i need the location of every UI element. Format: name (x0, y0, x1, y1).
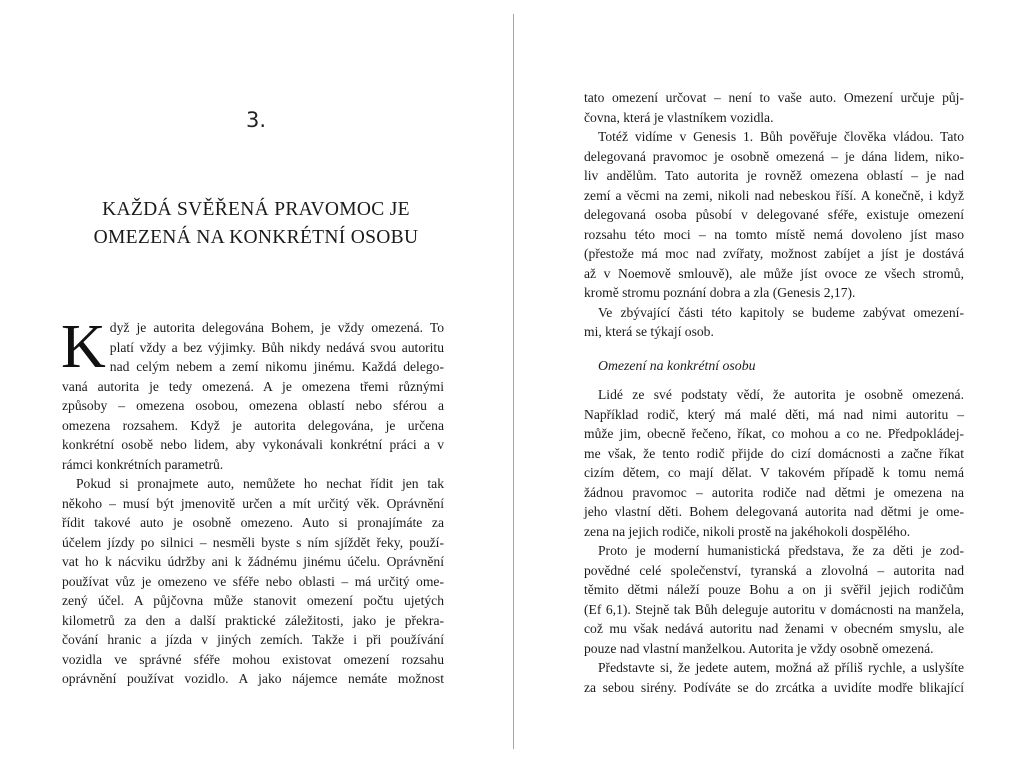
chapter-number: 3. (245, 108, 267, 132)
text-line: pouze nad vlastní manželkou. Autorita je vždy osobně omezená. (584, 640, 934, 656)
text-line: oprávnění používat vozidlo. A jako nájemce nemáte možnost (62, 671, 444, 686)
text-line: rámci konkrétních parametrů. (62, 456, 224, 472)
text-line: řídit takové auto je osobně omezeno. Auto si pronajímáte za (62, 515, 444, 530)
text-line: vat ho k nácviku údržby ani k žádnému jinému účelu. Oprávnění (62, 554, 444, 569)
text-line: zena na jejich rodiče, nikoli prostě na jakéhokoli dospělého. (584, 523, 911, 539)
text-line: Například rodič, který má malé děti, má nad nimi autoritu – (584, 406, 964, 422)
text-line: až v Noemově smlouvě), ale může jíst ovoce ze všech stromů, (584, 265, 964, 281)
paragraph (584, 127, 964, 303)
paragraph (584, 658, 964, 697)
paragraph (584, 385, 964, 541)
text-line: cizím dětem, co mají dělat. V takovém případě k tomu nemá (584, 465, 964, 480)
paragraph (584, 88, 964, 127)
text-line: Představte si, že jedete autem, možná až příliš rychle, a uslyšíte (598, 660, 964, 675)
text-line: Totéž vidíme v Genesis 1. Bůh pověřuje člověka vládou. Tato (598, 129, 964, 144)
text-line: mi, která se týkají osob. (584, 324, 714, 339)
text-line: Lidé ze své podstaty vědí, že autorita je osobně omezená. (598, 387, 964, 402)
text-line: konkrétní osobě nebo lidem, aby vykonávali konkrétní práci a v (62, 437, 444, 452)
text-line: delegovaná pravomoc je osobně omezená – je dána lidem, niko- (584, 148, 964, 164)
text-line: za sebou sirény. Podíváte se do zrcátka a uvidíte modře blikající (584, 679, 964, 695)
paragraph (584, 303, 964, 342)
opening-paragraph (61, 313, 444, 474)
text-line: Proto je moderní humanistická představa, že za děti je zod- (598, 543, 964, 558)
text-line: někoho – musí být jmenovitě určen a mít určitý věk. Oprávnění (62, 495, 444, 511)
paragraph (62, 474, 444, 689)
text-line: nad celým nebem a zemí nikomu jinému. Každá delego- (109, 359, 444, 374)
text-line: Pokud si pronajmete auto, nemůžete ho nechat řídit jen tak (76, 476, 444, 491)
text-line: (Ef 6,1). Stejně tak Bůh deleguje autoritu v domácnosti na manžela, (584, 601, 964, 617)
text-line: těmito dětmi náleží pouze Bohu a on ji svěřil jejich rodičům (584, 582, 964, 597)
text-line: čovna, která je vlastníkem vozidla. (584, 109, 774, 125)
section-subheading: Omezení na konkrétní osobu (598, 357, 756, 373)
text-line: tato omezení určovat – není to vaše auto. Omezení určuje půj- (584, 90, 964, 105)
drop-cap: K (61, 313, 106, 381)
text-line: delegovaná osoba působí v delegované sféře, existuje omezení (584, 207, 964, 222)
text-line: vozidla ve správné sféře mohou existovat omezení rozsahu (62, 651, 444, 667)
text-line: účelem jízdy po silnici – nesměli byste s ním sjíždět řeky, použí- (62, 534, 444, 550)
text-line: platí vždy a bez výjimky. Bůh nikdy nedává svou autoritu (109, 339, 444, 355)
text-line: povědné celé společenství, tyranská a zlovolná – autorita nad (584, 562, 964, 578)
text-line: používat vůz je omezeno ve sféře nebo oblasti – má určitý ome- (62, 573, 444, 589)
text-line: liv andělům. Tato autorita je rovněž omezena oblastí – je nad (584, 168, 964, 183)
text-line: vaná autorita je tedy omezená. A je omezena třemi různými (62, 378, 444, 394)
text-line: rozsahu této moci – na tomto místě nemá dovoleno jíst maso (584, 226, 964, 242)
text-line: čování hranic a jízda v jiných zemích. Takže i při používání (62, 632, 444, 647)
text-line: zený účel. A půjčovna může stanovit omezení počtu ujetých (62, 593, 444, 608)
text-line: kromě stromu poznání dobra a zla (Genesis 2,17). (584, 285, 856, 300)
left-body-text (61, 313, 444, 689)
paragraph (584, 541, 964, 658)
text-line: zemí a věcmi na zemi, nikoli nad nebeskou říší. A konečně, i když (584, 187, 964, 203)
text-line: kilometrů za den a další praktické záležitosti, jako je překra- (62, 612, 444, 628)
chapter-title-line: OMEZENÁ NA KONKRÉTNÍ OSOBU (93, 227, 419, 248)
text-line: což mu však nedává autoritu nad ženami v obecném smyslu, ale (584, 621, 964, 636)
text-line: žádnou pravomoc – autorita rodiče nad dětmi je omezena na (584, 484, 964, 500)
text-line: Ve zbývající části této kapitoly se budeme zabývat omezení- (598, 304, 964, 320)
text-line: dyž je autorita delegována Bohem, je vždy omezená. To (109, 320, 444, 335)
text-line: jeho vlastní děti. Bohem delegovaná autorita nad dětmi je ome- (584, 504, 964, 519)
text-line: může jim, obecně řečeno, říkat, co mohou a co ne. Předpokládej- (584, 426, 964, 441)
right-body-text (584, 88, 964, 697)
text-line: (přestože má moc nad zvířaty, možnost zabíjet a jíst je dostává (584, 246, 964, 261)
text-line: způsoby – omezena osobou, omezena oblastí nebo sférou a (62, 398, 444, 413)
chapter-title (60, 196, 452, 252)
text-line: me však, že tento rodič přijde do cizí domácnosti a začne říkat (584, 445, 964, 461)
chapter-title-line: KAŽDÁ SVĚŘENÁ PRAVOMOC JE (102, 199, 410, 220)
text-line: omezena rozsahem. Když je autorita delegována, je určena (62, 417, 444, 433)
